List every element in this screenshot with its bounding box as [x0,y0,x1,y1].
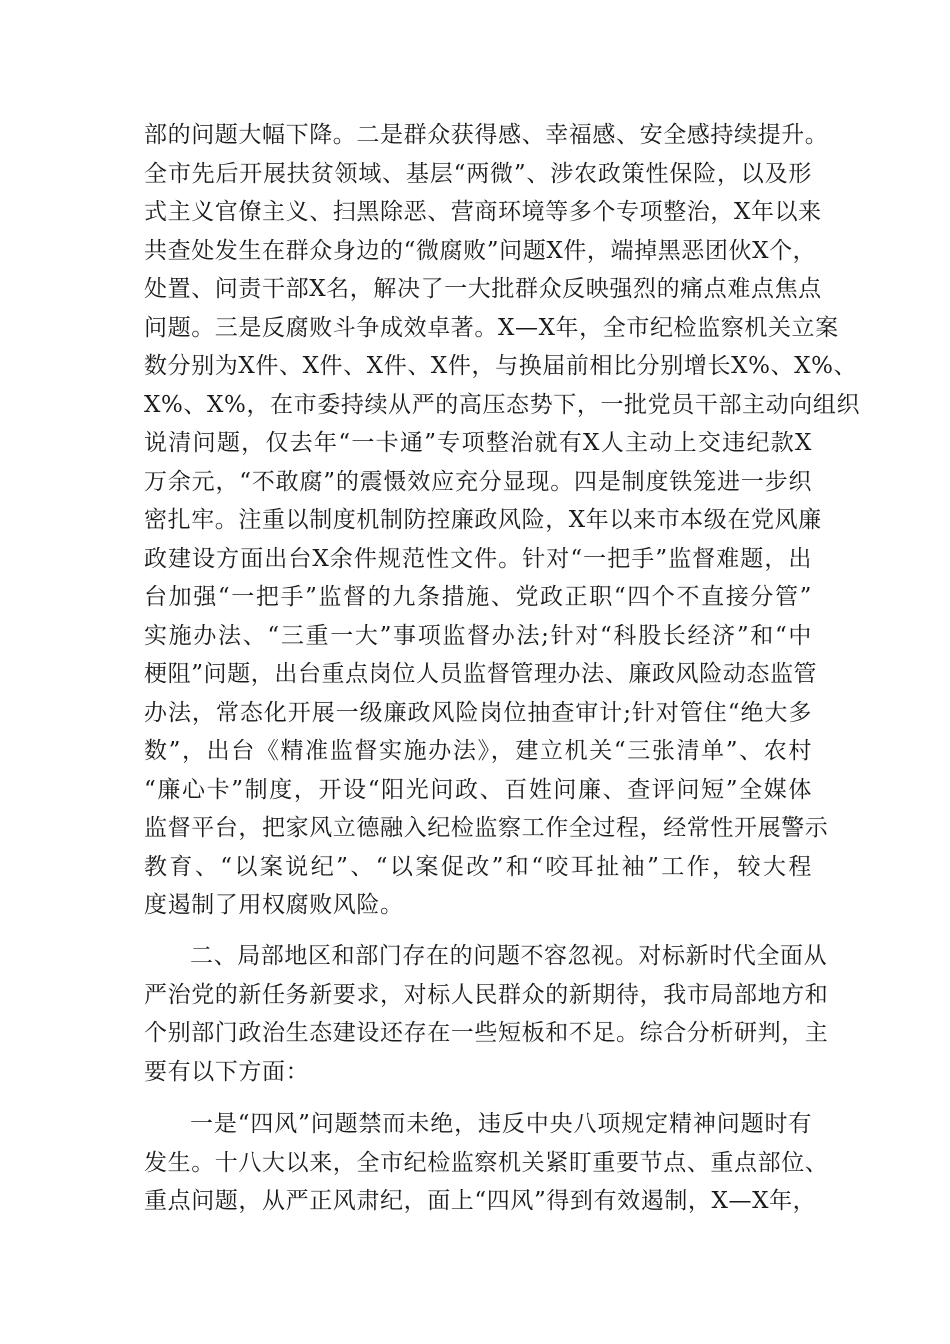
text-line: 政建设方面出台X余件规范性文件。针对“一把手”监督难题，出 [144,545,812,572]
text-line: 一是“四风”问题禁而未绝，违反中央八项规定精神问题时有 [190,1111,812,1137]
text-line: 二、局部地区和部门存在的问题不容忽视。对标新时代全面从 [190,943,828,969]
text-line: 万余元，“不敢腐”的震慑效应充分显现。四是制度铁笼进一步织 [144,468,812,495]
text-line: 问题。三是反腐败斗争成效卓著。X—X年，全市纪检监察机关立案 [144,314,839,341]
text-line: 部的问题大幅下降。二是群众获得感、幸福感、安全感持续提升。 [144,122,829,148]
paragraph-achievements [144,116,861,925]
text-line: 密扎牢。注重以制度机制防控廉政风险，X年以来市本级在党风廉 [144,507,822,533]
paragraph-four-styles [144,1105,829,1221]
text-line: “廉心卡”制度，开设“阳光问政、百姓问廉、查评问短”全媒体 [144,776,812,803]
text-line: 重点问题，从严正风肃纪，面上“四风”得到有效遏制，X—X年， [144,1188,817,1214]
text-line: 教育、“以案说纪”、“以案促改”和“咬耳扯袖”工作，较大程 [144,853,812,880]
text-line: 数”，出台《精准监督实施办法》，建立机关“三张清单”、农村 [144,738,812,764]
text-line: 式主义官僚主义、扫黑除恶、营商环境等多个专项整治，X年以来 [144,199,822,225]
text-line: 个别部门政治生态建设还存在一些短板和不足。综合分析研判，主 [144,1020,829,1046]
text-line: 数分别为X件、X件、X件、X件，与换届前相比分别增长X%、X%、 [144,353,858,379]
text-line: 处置、问责干部X名，解决了一大批群众反映强烈的痛点难点焦点 [144,276,822,302]
text-line: 发生。十八大以来，全市纪检监察机关紧盯重要节点、重点部位、 [144,1149,829,1176]
text-line: 严治党的新任务新要求，对标人民群众的新期待，我市局部地方和 [144,981,829,1008]
text-line: 实施办法、“三重一大”事项监督办法;针对“科股长经济”和“中 [144,622,812,649]
text-line: 监督平台，把家风立德融入纪检监察工作全过程，经常性开展警示 [144,815,829,841]
paragraph-problems-heading [144,937,829,1091]
text-line: 度遏制了用权腐败风险。 [144,892,404,918]
text-line: X%、X%，在市委持续从严的高压态势下，一批党员干部主动向组织 [144,391,861,418]
text-line: 共查处发生在群众身边的“微腐败”问题X件，端掉黑恶团伙X个， [144,237,817,264]
text-line: 办法，常态化开展一级廉政风险岗位抽查审计;针对管住“绝大多 [144,699,812,726]
text-line: 梗阻”问题，出台重点岗位人员监督管理办法、廉政风险动态监管 [144,661,818,687]
text-line: 说清问题，仅去年“一卡通”专项整治就有X人主动上交违纪款X [144,430,812,456]
text-line: 台加强“一把手”监督的九条措施、党政正职“四个不直接分管” [144,584,812,610]
text-line: 全市先后开展扶贫领域、基层“两微”、涉农政策性保险，以及形 [144,160,812,187]
text-line: 要有以下方面： [144,1058,310,1085]
